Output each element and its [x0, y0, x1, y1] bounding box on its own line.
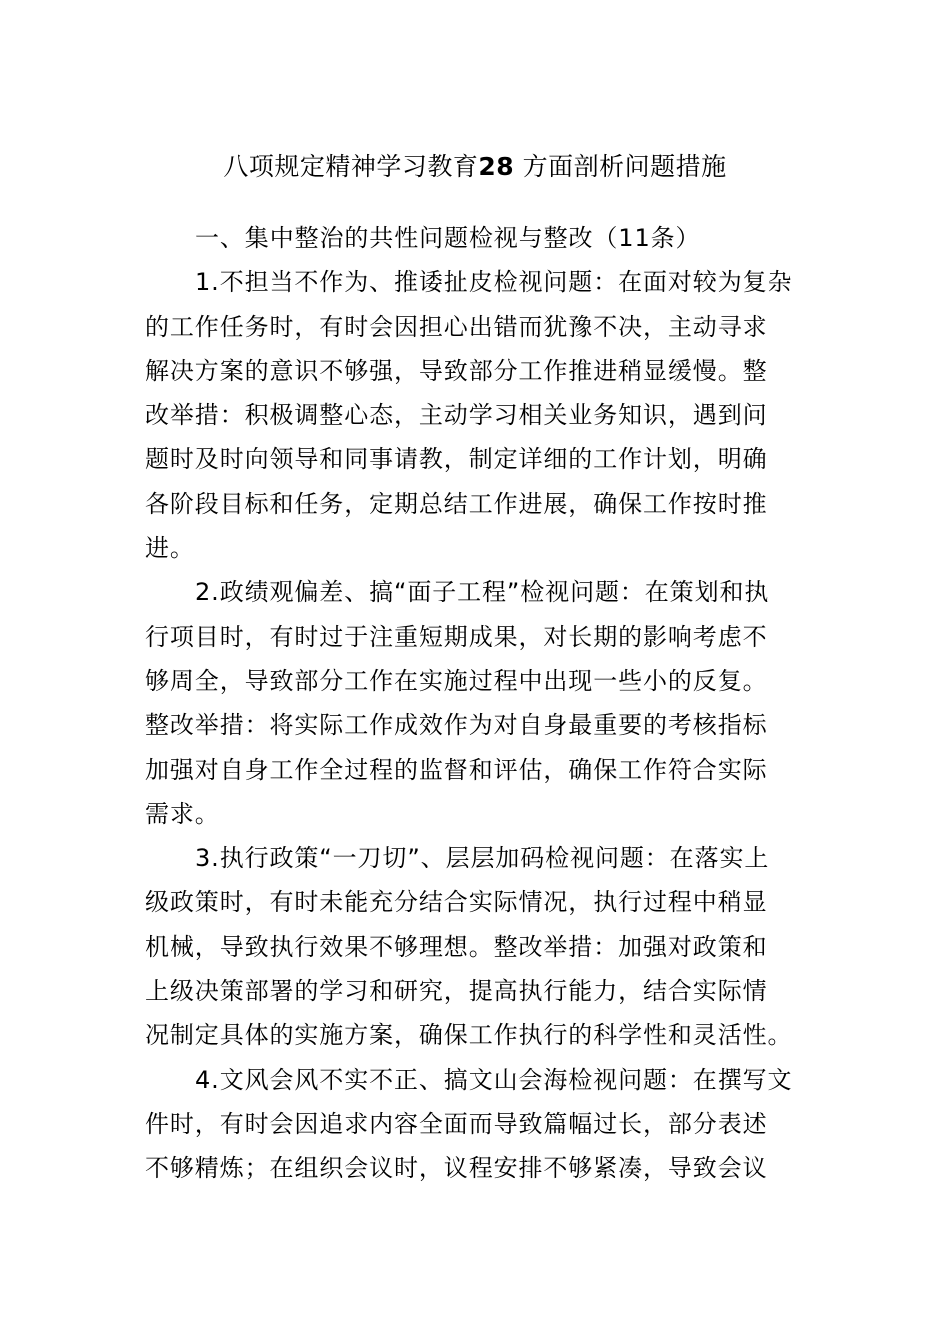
paragraph-line: 3.执行政策“一刀切”、层层加码检视问题：在落实上	[195, 844, 770, 873]
paragraph-line: 需求。	[145, 799, 220, 828]
paragraph-line: 整改举措：将实际工作成效作为对自身最重要的考核指标	[145, 711, 768, 740]
paragraph-line: 况制定具体的实施方案，确保工作执行的科学性和灵活性。	[145, 1021, 793, 1050]
paragraph-line: 1.不担当不作为、推诿扯皮检视问题：在面对较为复杂	[195, 268, 793, 297]
paragraph-line: 进。	[145, 534, 195, 563]
paragraph-line: 改举措：积极调整心态，主动学习相关业务知识，遇到问	[145, 401, 768, 430]
paragraph-line: 2.政绩观偏差、搞“面子工程”检视问题：在策划和执	[195, 578, 770, 607]
paragraph-2	[145, 570, 807, 836]
title-number: 28	[478, 152, 515, 181]
paragraph-line: 各阶段目标和任务，定期总结工作进展，确保工作按时推	[145, 489, 768, 518]
paragraph-line: 加强对自身工作全过程的监督和评估，确保工作符合实际	[145, 755, 768, 784]
title-suffix: 方面剖析问题措施	[522, 152, 727, 181]
document-title	[0, 148, 950, 186]
document-body	[145, 216, 807, 1191]
paragraph-1	[145, 260, 807, 570]
paragraph-line: 题时及时向领导和同事请教，制定详细的工作计划，明确	[145, 445, 768, 474]
paragraph-line: 级政策时，有时未能充分结合实际情况，执行过程中稍显	[145, 888, 768, 917]
paragraph-line: 上级决策部署的学习和研究，提高执行能力，结合实际情	[145, 977, 768, 1006]
paragraph-line: 行项目时，有时过于注重短期成果，对长期的影响考虑不	[145, 622, 768, 651]
paragraph-4	[145, 1058, 807, 1191]
title-prefix: 八项规定精神学习教育	[223, 152, 479, 181]
paragraph-line: 解决方案的意识不够强，导致部分工作推进稍显缓慢。整	[145, 356, 768, 385]
paragraph-line: 4.文风会风不实不正、搞文山会海检视问题：在撰写文	[195, 1065, 793, 1094]
paragraph-line: 够周全，导致部分工作在实施过程中出现一些小的反复。	[145, 666, 768, 695]
paragraph-line: 机械，导致执行效果不够理想。整改举措：加强对政策和	[145, 932, 768, 961]
paragraph-line: 件时，有时会因追求内容全面而导致篇幅过长，部分表述	[145, 1109, 768, 1138]
paragraph-3	[145, 836, 807, 1057]
section-heading: 一、集中整治的共性问题检视与整改（11条）	[195, 224, 701, 252]
paragraph-line: 的工作任务时，有时会因担心出错而犹豫不决，主动寻求	[145, 312, 768, 341]
paragraph-line: 不够精炼；在组织会议时，议程安排不够紧凑，导致会议	[145, 1154, 768, 1183]
